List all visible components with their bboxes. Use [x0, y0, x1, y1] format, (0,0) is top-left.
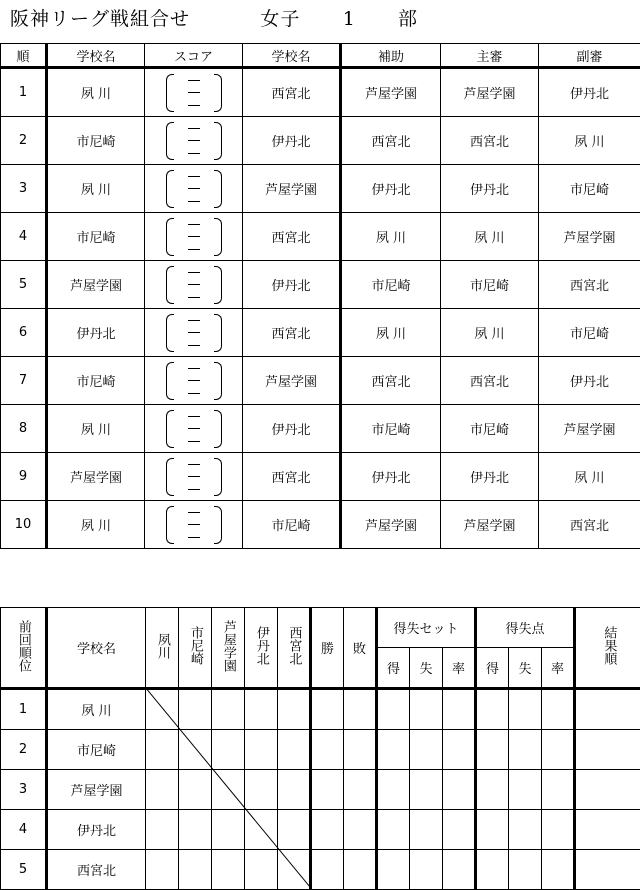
- standings-row: [1, 689, 640, 730]
- sub-referee-cell: 西宮北: [539, 501, 640, 549]
- schedule-row: [1, 68, 640, 117]
- referee-cell: 伊丹北: [441, 165, 539, 213]
- score-cell: [145, 357, 243, 405]
- vs-cell[interactable]: [278, 810, 311, 850]
- score-dashes: [178, 363, 210, 399]
- point-rate-cell[interactable]: [542, 770, 575, 810]
- standings-row: [1, 730, 640, 770]
- aux-cell: 夙 川: [341, 213, 441, 261]
- vs-cell[interactable]: [245, 730, 278, 770]
- left-bracket: [166, 410, 174, 448]
- referee-cell: 西宮北: [441, 117, 539, 165]
- sub-referee-cell: 夙 川: [539, 453, 640, 501]
- point-rate-header: 率: [542, 648, 575, 689]
- opp-label-2: 市尼崎: [188, 626, 202, 665]
- result-header: [575, 608, 640, 689]
- school-b-cell: 西宮北: [243, 453, 341, 501]
- order-cell: 8: [1, 405, 47, 453]
- score-dashes: [178, 267, 210, 303]
- vs-cell[interactable]: [179, 770, 212, 810]
- score-box[interactable]: [145, 362, 242, 400]
- sub-referee-cell: 市尼崎: [539, 165, 640, 213]
- score-cell: [145, 261, 243, 309]
- vs-cell[interactable]: [179, 689, 212, 730]
- score-dashes: [178, 507, 210, 543]
- left-bracket: [166, 170, 174, 208]
- result-cell[interactable]: [575, 850, 640, 890]
- referee-cell: 芦屋学園: [441, 501, 539, 549]
- page-title: [10, 4, 418, 31]
- vs-cell[interactable]: [146, 689, 179, 730]
- referee-cell: 伊丹北: [441, 453, 539, 501]
- vs-cell[interactable]: [146, 810, 179, 850]
- aux-cell: 市尼崎: [341, 405, 441, 453]
- score-cell: [145, 117, 243, 165]
- sub-referee-cell: 伊丹北: [539, 68, 640, 117]
- right-bracket: [214, 218, 222, 256]
- opp-label-3: 芦屋学園: [221, 620, 235, 672]
- school-cell: 伊丹北: [47, 810, 146, 850]
- header-school-b: 学校名: [243, 44, 341, 68]
- header-sub-referee: 副審: [539, 44, 640, 68]
- schedule-row: [1, 165, 640, 213]
- order-cell: 6: [1, 309, 47, 357]
- prev-rank-cell: 1: [1, 689, 47, 730]
- right-bracket: [214, 122, 222, 160]
- school-b-cell: 伊丹北: [243, 117, 341, 165]
- standings-row: [1, 850, 640, 890]
- score-box[interactable]: [145, 122, 242, 160]
- order-cell: 3: [1, 165, 47, 213]
- score-dashes: [178, 171, 210, 207]
- school-cell: 芦屋学園: [47, 770, 146, 810]
- sub-referee-cell: 伊丹北: [539, 357, 640, 405]
- schedule-header-row: [1, 44, 640, 68]
- order-cell: 9: [1, 453, 47, 501]
- loss-cell[interactable]: [344, 850, 377, 890]
- score-box[interactable]: [145, 170, 242, 208]
- referee-cell: 芦屋学園: [441, 68, 539, 117]
- point-rate-cell[interactable]: [542, 810, 575, 850]
- point-rate-cell[interactable]: [542, 850, 575, 890]
- right-bracket: [214, 314, 222, 352]
- schedule-row: [1, 357, 640, 405]
- referee-cell: 西宮北: [441, 357, 539, 405]
- score-box[interactable]: [145, 458, 242, 496]
- score-dashes: [178, 219, 210, 255]
- school-cell: 夙 川: [47, 689, 146, 730]
- school-cell: 市尼崎: [47, 730, 146, 770]
- score-dashes: [178, 411, 210, 447]
- set-loss-header: 失: [410, 648, 443, 689]
- vs-cell[interactable]: [278, 730, 311, 770]
- vs-cell[interactable]: [245, 810, 278, 850]
- vs-cell[interactable]: [245, 770, 278, 810]
- point-loss-cell[interactable]: [509, 850, 542, 890]
- point-gain-cell[interactable]: [476, 689, 509, 730]
- school-a-cell: 夙 川: [47, 405, 145, 453]
- set-gain-cell[interactable]: [377, 730, 410, 770]
- sub-referee-cell: 夙 川: [539, 117, 640, 165]
- set-rate-cell[interactable]: [443, 730, 476, 770]
- prev-rank-header: [1, 608, 47, 689]
- left-bracket: [166, 362, 174, 400]
- opp-header-2: [179, 608, 212, 689]
- set-rate-header: 率: [443, 648, 476, 689]
- left-bracket: [166, 122, 174, 160]
- vs-cell[interactable]: [212, 850, 245, 890]
- standings-row: [1, 770, 640, 810]
- header-aux: 補助: [341, 44, 441, 68]
- header-order: 順: [1, 44, 47, 68]
- school-header: 学校名: [47, 608, 146, 689]
- schedule-table: [0, 43, 640, 549]
- school-a-cell: 夙 川: [47, 165, 145, 213]
- vs-cell[interactable]: [146, 850, 179, 890]
- order-cell: 5: [1, 261, 47, 309]
- result-cell[interactable]: [575, 810, 640, 850]
- win-cell[interactable]: [311, 850, 344, 890]
- right-bracket: [214, 170, 222, 208]
- aux-cell: 市尼崎: [341, 261, 441, 309]
- win-header: 勝: [311, 608, 344, 689]
- set-loss-cell[interactable]: [410, 730, 443, 770]
- score-dashes: [178, 459, 210, 495]
- set-gain-cell[interactable]: [377, 850, 410, 890]
- school-a-cell: 芦屋学園: [47, 453, 145, 501]
- prev-rank-cell: 5: [1, 850, 47, 890]
- order-cell: 10: [1, 501, 47, 549]
- set-loss-cell[interactable]: [410, 689, 443, 730]
- score-cell: [145, 405, 243, 453]
- point-loss-cell[interactable]: [509, 810, 542, 850]
- standings-row: [1, 810, 640, 850]
- schedule-row: [1, 117, 640, 165]
- left-bracket: [166, 74, 174, 112]
- aux-cell: 芦屋学園: [341, 501, 441, 549]
- point-gain-cell[interactable]: [476, 770, 509, 810]
- left-bracket: [166, 458, 174, 496]
- order-cell: 2: [1, 117, 47, 165]
- school-a-cell: 芦屋学園: [47, 261, 145, 309]
- school-a-cell: 市尼崎: [47, 213, 145, 261]
- loss-cell[interactable]: [344, 730, 377, 770]
- set-loss-cell[interactable]: [410, 770, 443, 810]
- vs-cell[interactable]: [212, 689, 245, 730]
- prev-rank-cell: 3: [1, 770, 47, 810]
- school-cell: 西宮北: [47, 850, 146, 890]
- right-bracket: [214, 506, 222, 544]
- referee-cell: 夙 川: [441, 213, 539, 261]
- school-b-cell: 芦屋学園: [243, 357, 341, 405]
- school-b-cell: 市尼崎: [243, 501, 341, 549]
- order-cell: 1: [1, 68, 47, 117]
- score-box[interactable]: [145, 410, 242, 448]
- vs-cell[interactable]: [278, 770, 311, 810]
- set-rate-cell[interactable]: [443, 810, 476, 850]
- referee-cell: 市尼崎: [441, 261, 539, 309]
- referee-cell: 市尼崎: [441, 405, 539, 453]
- opp-header-4: [245, 608, 278, 689]
- vs-cell[interactable]: [278, 850, 311, 890]
- left-bracket: [166, 506, 174, 544]
- win-cell[interactable]: [311, 730, 344, 770]
- opp-header-1: [146, 608, 179, 689]
- aux-cell: 夙 川: [341, 309, 441, 357]
- left-bracket: [166, 314, 174, 352]
- score-cell: [145, 453, 243, 501]
- aux-cell: 西宮北: [341, 357, 441, 405]
- title-suffix: 部: [398, 4, 418, 31]
- vs-cell[interactable]: [212, 730, 245, 770]
- vs-cell[interactable]: [179, 850, 212, 890]
- right-bracket: [214, 266, 222, 304]
- point-gain-cell[interactable]: [476, 730, 509, 770]
- school-a-cell: 市尼崎: [47, 117, 145, 165]
- set-group-header: 得失セット: [377, 608, 476, 648]
- point-gain-cell[interactable]: [476, 810, 509, 850]
- score-box[interactable]: [145, 314, 242, 352]
- result-cell[interactable]: [575, 689, 640, 730]
- vs-cell[interactable]: [146, 770, 179, 810]
- win-cell[interactable]: [311, 810, 344, 850]
- sub-referee-cell: 芦屋学園: [539, 405, 640, 453]
- opp-header-3: [212, 608, 245, 689]
- loss-cell[interactable]: [344, 689, 377, 730]
- schedule-row: [1, 453, 640, 501]
- set-rate-cell[interactable]: [443, 770, 476, 810]
- result-cell[interactable]: [575, 730, 640, 770]
- score-box[interactable]: [145, 266, 242, 304]
- loss-header: 敗: [344, 608, 377, 689]
- schedule-row: [1, 501, 640, 549]
- school-b-cell: 芦屋学園: [243, 165, 341, 213]
- prev-rank-cell: 2: [1, 730, 47, 770]
- school-a-cell: 夙 川: [47, 68, 145, 117]
- schedule-row: [1, 261, 640, 309]
- schedule-row: [1, 213, 640, 261]
- opp-header-5: [278, 608, 311, 689]
- loss-cell[interactable]: [344, 810, 377, 850]
- score-dashes: [178, 315, 210, 351]
- vs-cell[interactable]: [278, 689, 311, 730]
- vs-cell[interactable]: [146, 730, 179, 770]
- win-cell[interactable]: [311, 689, 344, 730]
- set-rate-cell[interactable]: [443, 850, 476, 890]
- title-number: 1: [343, 8, 356, 30]
- point-loss-header: 失: [509, 648, 542, 689]
- left-bracket: [166, 266, 174, 304]
- schedule-row: [1, 405, 640, 453]
- set-gain-header: 得: [377, 648, 410, 689]
- win-cell[interactable]: [311, 770, 344, 810]
- aux-cell: 伊丹北: [341, 165, 441, 213]
- vs-cell[interactable]: [212, 810, 245, 850]
- sub-referee-cell: 芦屋学園: [539, 213, 640, 261]
- standings-table: [0, 607, 640, 890]
- header-referee: 主審: [441, 44, 539, 68]
- aux-cell: 芦屋学園: [341, 68, 441, 117]
- set-loss-cell[interactable]: [410, 850, 443, 890]
- schedule-row: [1, 309, 640, 357]
- result-cell[interactable]: [575, 770, 640, 810]
- score-box[interactable]: [145, 506, 242, 544]
- school-a-cell: 市尼崎: [47, 357, 145, 405]
- point-gain-header: 得: [476, 648, 509, 689]
- point-loss-cell[interactable]: [509, 770, 542, 810]
- vs-cell[interactable]: [245, 689, 278, 730]
- prev-rank-label: 前回順位: [16, 620, 30, 672]
- set-gain-cell[interactable]: [377, 689, 410, 730]
- header-score: スコア: [145, 44, 243, 68]
- opp-label-4: 伊丹北: [254, 626, 268, 665]
- point-loss-cell[interactable]: [509, 689, 542, 730]
- set-gain-cell[interactable]: [377, 770, 410, 810]
- point-rate-cell[interactable]: [542, 730, 575, 770]
- vs-cell[interactable]: [179, 810, 212, 850]
- score-cell: [145, 68, 243, 117]
- title-division: 女子: [260, 4, 300, 31]
- opp-label-1: 夙川: [155, 633, 169, 659]
- school-a-cell: 伊丹北: [47, 309, 145, 357]
- score-cell: [145, 501, 243, 549]
- referee-cell: 夙 川: [441, 309, 539, 357]
- score-cell: [145, 213, 243, 261]
- school-b-cell: 西宮北: [243, 68, 341, 117]
- result-label: 結果順: [602, 626, 616, 665]
- opp-label-5: 西宮北: [287, 626, 301, 665]
- header-school-a: 学校名: [47, 44, 145, 68]
- aux-cell: 西宮北: [341, 117, 441, 165]
- title-main: 阪神リーグ戦組合せ: [10, 4, 190, 31]
- vs-cell[interactable]: [212, 770, 245, 810]
- point-loss-cell[interactable]: [509, 730, 542, 770]
- point-gain-cell[interactable]: [476, 850, 509, 890]
- loss-cell[interactable]: [344, 770, 377, 810]
- set-loss-cell[interactable]: [410, 810, 443, 850]
- right-bracket: [214, 362, 222, 400]
- point-rate-cell[interactable]: [542, 689, 575, 730]
- aux-cell: 伊丹北: [341, 453, 441, 501]
- set-gain-cell[interactable]: [377, 810, 410, 850]
- order-cell: 7: [1, 357, 47, 405]
- score-cell: [145, 309, 243, 357]
- score-dashes: [178, 123, 210, 159]
- prev-rank-cell: 4: [1, 810, 47, 850]
- sub-referee-cell: 西宮北: [539, 261, 640, 309]
- school-b-cell: 伊丹北: [243, 261, 341, 309]
- school-b-cell: 西宮北: [243, 309, 341, 357]
- right-bracket: [214, 458, 222, 496]
- point-group-header: 得失点: [476, 608, 575, 648]
- score-box[interactable]: [145, 74, 242, 112]
- score-dashes: [178, 75, 210, 111]
- vs-cell[interactable]: [245, 850, 278, 890]
- standings-header-row: [1, 608, 640, 648]
- right-bracket: [214, 410, 222, 448]
- vs-cell[interactable]: [179, 730, 212, 770]
- school-a-cell: 夙 川: [47, 501, 145, 549]
- right-bracket: [214, 74, 222, 112]
- score-box[interactable]: [145, 218, 242, 256]
- left-bracket: [166, 218, 174, 256]
- sub-referee-cell: 市尼崎: [539, 309, 640, 357]
- set-rate-cell[interactable]: [443, 689, 476, 730]
- school-b-cell: 西宮北: [243, 213, 341, 261]
- school-b-cell: 伊丹北: [243, 405, 341, 453]
- score-cell: [145, 165, 243, 213]
- order-cell: 4: [1, 213, 47, 261]
